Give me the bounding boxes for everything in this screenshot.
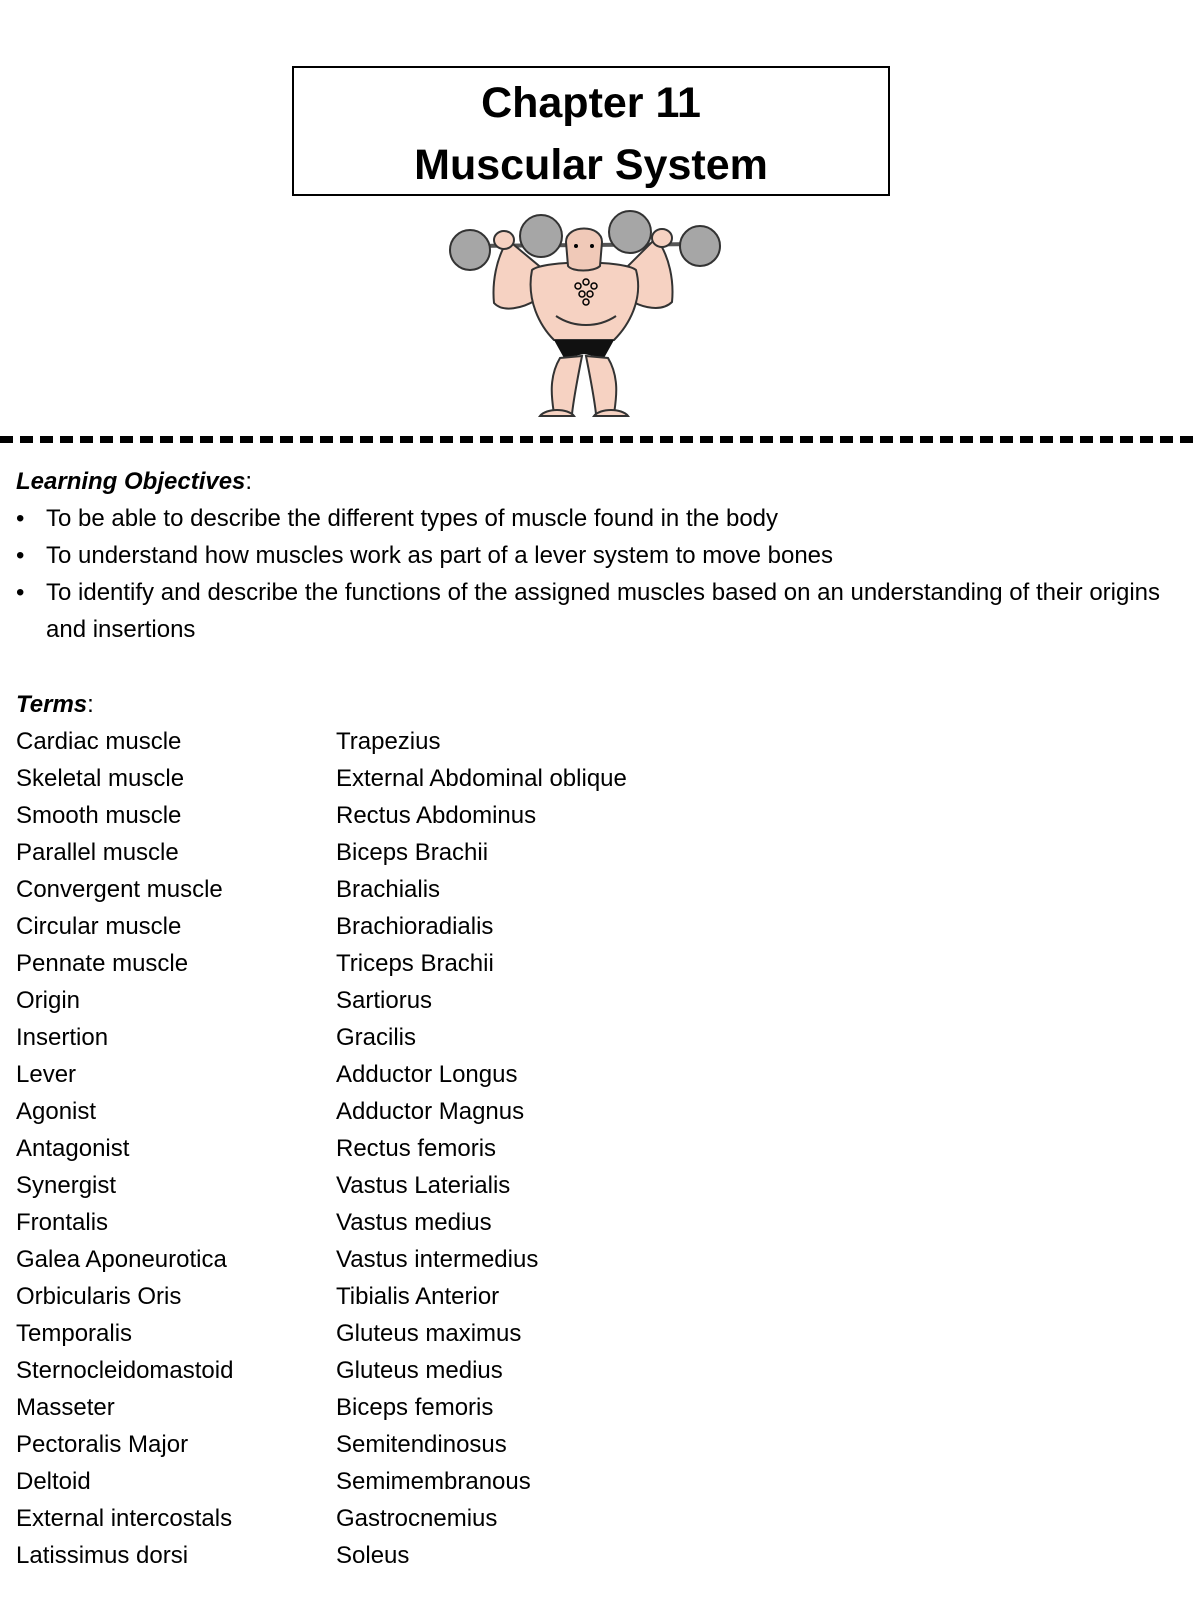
term-item: Agonist [16,1098,97,1125]
term-item: Biceps Brachii [336,839,489,866]
objective-text: To be able to describe the different types of muscle found in the body [46,505,779,532]
term-item: Pennate muscle [16,950,189,977]
terms-heading: Terms: [16,691,94,718]
term-item: Cardiac muscle [16,728,182,755]
objective-item [16,500,1188,537]
term-item: Galea Aponeurotica [16,1246,227,1273]
term-item: Antagonist [16,1135,130,1162]
strongman-lifting-dumbbells-icon [448,208,724,424]
objective-item [16,537,1188,574]
learning-objectives-section [16,463,1188,648]
dashed-separator [0,436,1200,443]
terms-columns [16,723,1188,1574]
term-item: Rectus Abdominus [336,802,537,829]
term-item: Semitendinosus [336,1431,507,1458]
term-item: Pectoralis Major [16,1431,189,1458]
term-item: Vastus Laterialis [336,1172,511,1199]
terms-heading-text: Terms [16,691,88,718]
terms-section [16,686,1188,1574]
term-item: Frontalis [16,1209,109,1236]
term-item: Convergent muscle [16,876,223,903]
chapter-title-box [292,66,890,196]
term-item: Deltoid [16,1468,91,1495]
term-item: Vastus medius [336,1209,492,1236]
term-item: Semimembranous [336,1468,531,1495]
term-item: Gluteus medius [336,1357,503,1384]
term-item: Lever [16,1061,77,1088]
bullet-icon: • [16,542,25,569]
term-item: Triceps Brachii [336,950,494,977]
term-item: Vastus intermedius [336,1246,539,1273]
term-item: Sternocleidomastoid [16,1357,234,1384]
term-item: Skeletal muscle [16,765,185,792]
terms-right-column [336,723,627,1574]
objective-item [16,574,1188,648]
term-item: Biceps femoris [336,1394,494,1421]
term-item: Gluteus maximus [336,1320,522,1347]
objective-text: To identify and describe the functions of the assigned muscles based on an understanding of their origins and insertions [46,579,1161,643]
term-item: Rectus femoris [336,1135,497,1162]
term-item: Adductor Longus [336,1061,518,1088]
chapter-title: Muscular System [414,141,768,189]
learning-objectives-heading: Learning Objectives: [16,468,253,495]
term-item: Origin [16,987,81,1014]
term-item: Brachioradialis [336,913,494,940]
term-item: Tibialis Anterior [336,1283,500,1310]
terms-left-column [16,723,336,1574]
bullet-icon: • [16,505,25,532]
term-item: Parallel muscle [16,839,179,866]
term-item: Orbicularis Oris [16,1283,182,1310]
term-item: External Abdominal oblique [336,765,627,792]
term-item: Soleus [336,1542,410,1569]
objectives-list [16,500,1188,648]
term-item: Trapezius [336,728,441,755]
term-item: Gastrocnemius [336,1505,498,1532]
term-item: Circular muscle [16,913,182,940]
term-item: External intercostals [16,1505,233,1532]
bullet-icon: • [16,579,25,606]
learning-objectives-heading-text: Learning Objectives [16,468,246,495]
chapter-number: Chapter 11 [481,79,701,127]
term-item: Temporalis [16,1320,133,1347]
term-item: Adductor Magnus [336,1098,525,1125]
term-item: Gracilis [336,1024,417,1051]
term-item: Masseter [16,1394,115,1421]
term-item: Sartiorus [336,987,433,1014]
term-item: Smooth muscle [16,802,182,829]
objective-text: To understand how muscles work as part of a lever system to move bones [46,542,834,569]
term-item: Insertion [16,1024,109,1051]
term-item: Synergist [16,1172,117,1199]
term-item: Brachialis [336,876,441,903]
term-item: Latissimus dorsi [16,1542,189,1569]
